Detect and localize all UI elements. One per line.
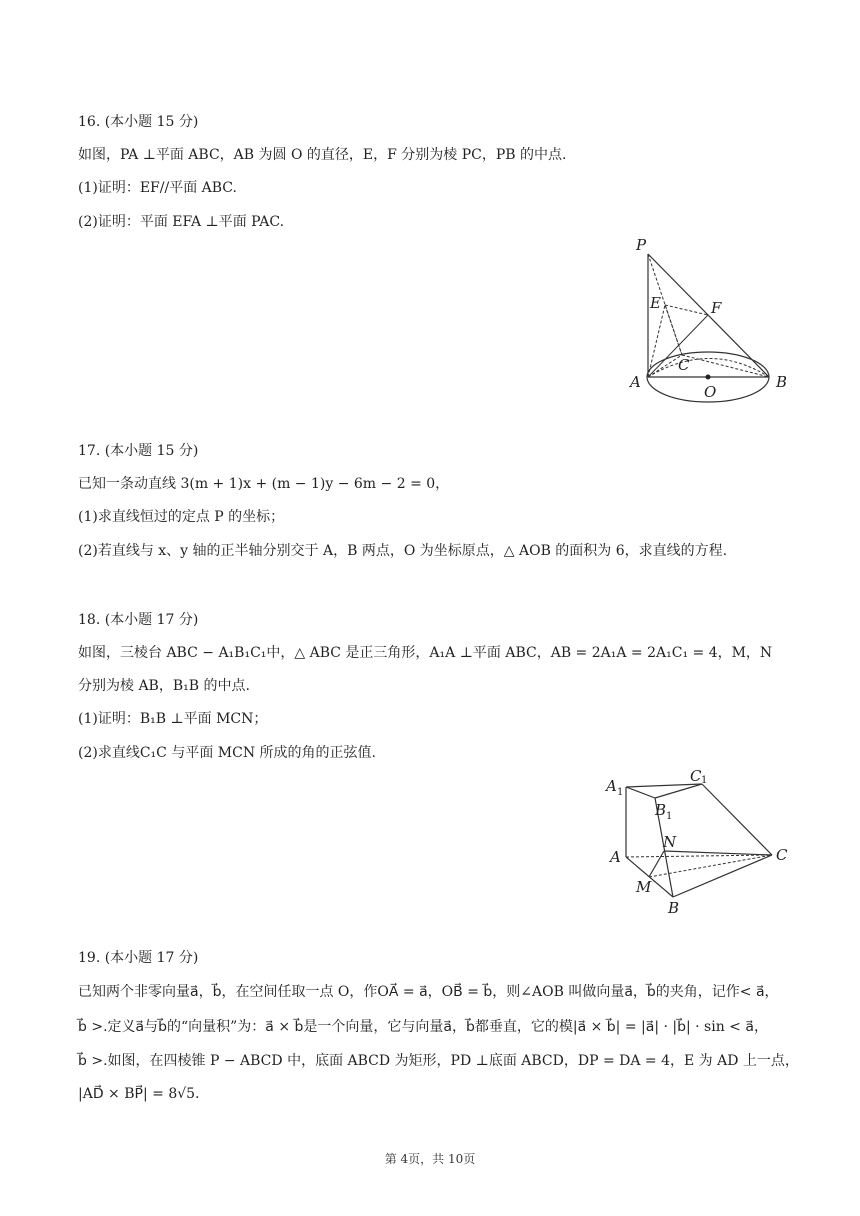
q18-label-a: A: [610, 848, 621, 866]
q19-heading: 19. (本小题 17 分): [78, 950, 199, 966]
q16-label-e: E: [650, 294, 661, 312]
q18-label-c: C: [776, 846, 788, 864]
q17-part2: (2)若直线与 x、y 轴的正半轴分别交于 A，B 两点，O 为坐标原点，△ AOB 的面积为 6，求直线的方程.: [78, 543, 728, 559]
q18-label-b1: B: [655, 801, 667, 819]
q18-part1: (1)证明：B₁B ⊥平面 MCN；: [78, 711, 268, 727]
q17-part1: (1)求直线恒过的定点 P 的坐标；: [78, 509, 285, 525]
q16-figure: [620, 232, 800, 407]
q17-stem: 已知一条动直线 3(m + 1)x + (m − 1)y − 6m − 2 = 0，: [78, 476, 450, 492]
q18-label-c1: C: [690, 767, 702, 785]
q18-label-a1-sub: 1: [617, 787, 624, 798]
q18-stem-line1: 如图，三棱台 ABC − A₁B₁C₁中，△ ABC 是正三角形，A₁A ⊥平面 ABC，AB = 2A₁A = 2A₁C₁ = 4，M，N: [78, 645, 773, 661]
q18-label-n: N: [663, 833, 677, 851]
q18-figure: [600, 765, 800, 920]
q16-label-a: A: [630, 373, 641, 391]
q18-stem-line2: 分别为棱 AB，B₁B 的中点.: [78, 678, 250, 694]
q18-label-b1-sub: 1: [666, 811, 673, 822]
page-footer: 第 4页，共 10页: [384, 1152, 476, 1166]
q18-label-a1: A: [606, 777, 617, 795]
q18-label-b: B: [668, 899, 680, 917]
q16-label-p: P: [636, 236, 647, 254]
q18-label-c1-sub: 1: [701, 775, 708, 786]
q16-part2: (2)证明：平面 EFA ⊥平面 PAC.: [78, 214, 285, 230]
q18-label-m: M: [636, 878, 652, 896]
q19-line2: b⃗ >.定义a⃗与b⃗的“向量积”为：a⃗ × b⃗是一个向量，它与向量a⃗，b⃗都垂直，它的模|a⃗ × b⃗| = |a⃗| · |b⃗| · sin < a⃗，: [78, 1019, 768, 1035]
q16-label-f: F: [711, 299, 722, 317]
q19-line3: b⃗ >.如图，在四棱锥 P − ABCD 中，底面 ABCD 为矩形，PD ⊥底面 ABCD，DP = DA = 4，E 为 AD 上一点，: [78, 1053, 799, 1069]
q16-stem: 如图，PA ⊥平面 ABC，AB 为圆 O 的直径，E，F 分别为棱 PC，PB 的中点.: [78, 147, 567, 163]
q16-heading: 16. (本小题 15 分): [78, 114, 199, 130]
q19-line4: |AD⃗ × BP⃗| = 8√5.: [78, 1086, 200, 1102]
q19-line1: 已知两个非零向量a⃗，b⃗，在空间任取一点 O，作OA⃗ = a⃗，OB⃗ = b⃗，则∠AOB 叫做向量a⃗，b⃗的夹角，记作< a⃗，: [78, 984, 779, 1000]
q16-label-o: O: [704, 383, 717, 401]
q16-label-c: C: [678, 356, 690, 374]
q16-label-b: B: [776, 373, 788, 391]
q18-part2: (2)求直线C₁C 与平面 MCN 所成的角的正弦值.: [78, 745, 376, 761]
q17-heading: 17. (本小题 15 分): [78, 443, 199, 459]
q18-heading: 18. (本小题 17 分): [78, 612, 199, 628]
q16-part1: (1)证明：EF//平面 ABC.: [78, 180, 237, 196]
